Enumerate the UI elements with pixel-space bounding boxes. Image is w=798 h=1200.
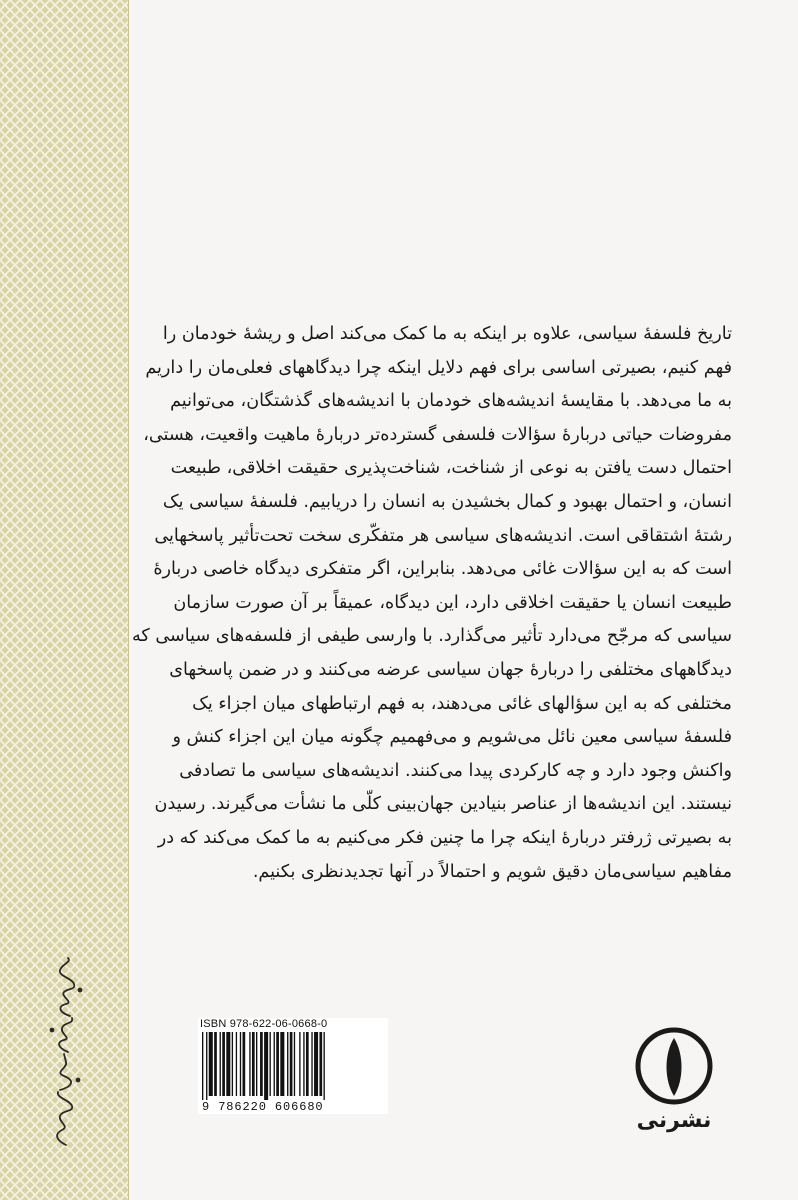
barcode-bar xyxy=(264,1032,268,1100)
body-line: مفروضات حیاتی دربارهٔ سؤالات فلسفی گسترده‌تر دربارهٔ ماهیت واقعیت، هستی، xyxy=(143,424,732,445)
body-line: فلسفهٔ سیاسی معین نائل می‌شویم و می‌فهمیم چگونه میان این اجزاء کنش و xyxy=(172,727,732,748)
isbn-barcode-block xyxy=(198,1018,388,1114)
designer-signature xyxy=(20,940,110,1160)
barcode-bar xyxy=(260,1032,263,1096)
barcode-bar xyxy=(306,1032,309,1096)
body-line: تاریخ فلسفهٔ سیاسی، علاوه بر اینکه به ما کمک می‌کند اصل و ریشهٔ خودمان را xyxy=(162,324,732,344)
barcode-bar xyxy=(287,1032,288,1096)
body-line: احتمال دست یافتن به نوعی از شناخت، شناخت‌پذیری حقیقت اخلاقی، طبیعت xyxy=(170,458,732,479)
barcode-bar xyxy=(214,1032,217,1096)
barcode-bar xyxy=(276,1032,279,1096)
barcode-bar xyxy=(270,1032,271,1096)
barcode-bar xyxy=(222,1032,225,1096)
barcode-bar xyxy=(319,1032,322,1096)
body-line: نیستند. این اندیشه‌ها از عناصر بنیادین جهان‌بینی کلّی ما نشأت می‌گیرند. رسیدن xyxy=(154,794,732,815)
body-line: است که به این سؤالات غائی می‌دهد. بنابراین، اگر متفکری دیدگاه خاصی دربارهٔ xyxy=(153,559,732,580)
barcode-bar xyxy=(209,1032,213,1096)
barcode-bar xyxy=(232,1032,233,1096)
barcode-bar xyxy=(206,1032,207,1100)
barcode-image xyxy=(198,1032,388,1100)
body-line: مختلفی که به این سؤالهای غائی می‌دهند، به فهم ارتباطهای میان اجزاء یک xyxy=(192,693,732,714)
barcode-digits: 9 786220 606680 xyxy=(202,1100,324,1114)
barcode-bar xyxy=(236,1032,237,1096)
barcode-bar xyxy=(299,1032,300,1096)
barcode-bar xyxy=(294,1032,295,1096)
barcode-bar xyxy=(240,1032,241,1096)
barcode-bar xyxy=(243,1032,246,1096)
barcode-bar xyxy=(311,1032,312,1096)
body-line: به بصیرتی ژرفتر دربارهٔ اینکه چرا ما چنین فکر می‌کنیم به ما کمک می‌کند که در xyxy=(157,827,732,848)
body-line: فهم کنیم، بصیرتی اساسی برای فهم دلایل اینکه چرا دیدگاههای فعلی‌مان را داریم xyxy=(145,357,732,378)
barcode-bar xyxy=(226,1032,230,1096)
barcode-bar xyxy=(324,1032,325,1100)
body-line: طبیعت انسان یا حقیقت اخلاقی دارد، این دیدگاه، عمیقاً بر آن صورت سازمان xyxy=(173,592,732,613)
body-line: مفاهیم سیاسی‌مان دقیق شویم و احتمالاً در آنها تجدیدنظری بکنیم. xyxy=(252,861,732,882)
publisher-logo xyxy=(634,1024,714,1134)
barcode-bar xyxy=(256,1032,257,1096)
barcode-bar xyxy=(314,1032,318,1096)
back-cover-description xyxy=(131,318,732,889)
barcode-bar xyxy=(249,1032,250,1096)
publisher-name: نشرنی xyxy=(636,1108,712,1133)
barcode-bar xyxy=(202,1032,203,1100)
barcode-bar xyxy=(252,1032,255,1096)
barcode-bar xyxy=(274,1032,275,1096)
barcode-bar xyxy=(303,1032,304,1096)
publisher-emblem-icon xyxy=(634,1024,714,1108)
body-line: واکنش وجود دارد و چه کارکردی پیدا می‌کنند. اندیشه‌های سیاسی ما تصادفی xyxy=(179,760,732,781)
body-line: سیاسی که مرجّح می‌دارد تأثیر می‌گذارد. با وارسی طیفی از فلسفه‌های سیاسی که xyxy=(131,626,732,647)
body-line: دیدگاههای مختلفی را دربارهٔ جهان سیاسی عرضه می‌کنند و در ضمن پاسخهای xyxy=(169,659,732,680)
isbn-label: ISBN 978-622-06-0668-0 xyxy=(200,1018,328,1030)
barcode-bar xyxy=(220,1032,221,1096)
body-line: رشتهٔ اشتقاقی است. اندیشه‌های سیاسی هر متفکّری سخت تحت‌تأثیر پاسخهایی xyxy=(154,525,732,546)
barcode-bar xyxy=(280,1032,284,1096)
body-line: به ما می‌دهد. با مقایسهٔ اندیشه‌های خودمان با اندیشه‌های گذشتگان، می‌توانیم xyxy=(170,391,732,412)
body-line: انسان، و احتمال بهبود و کمال بخشیدن به انسان را دریابیم. فلسفهٔ سیاسی یک xyxy=(162,491,732,512)
barcode-bar xyxy=(290,1032,293,1096)
